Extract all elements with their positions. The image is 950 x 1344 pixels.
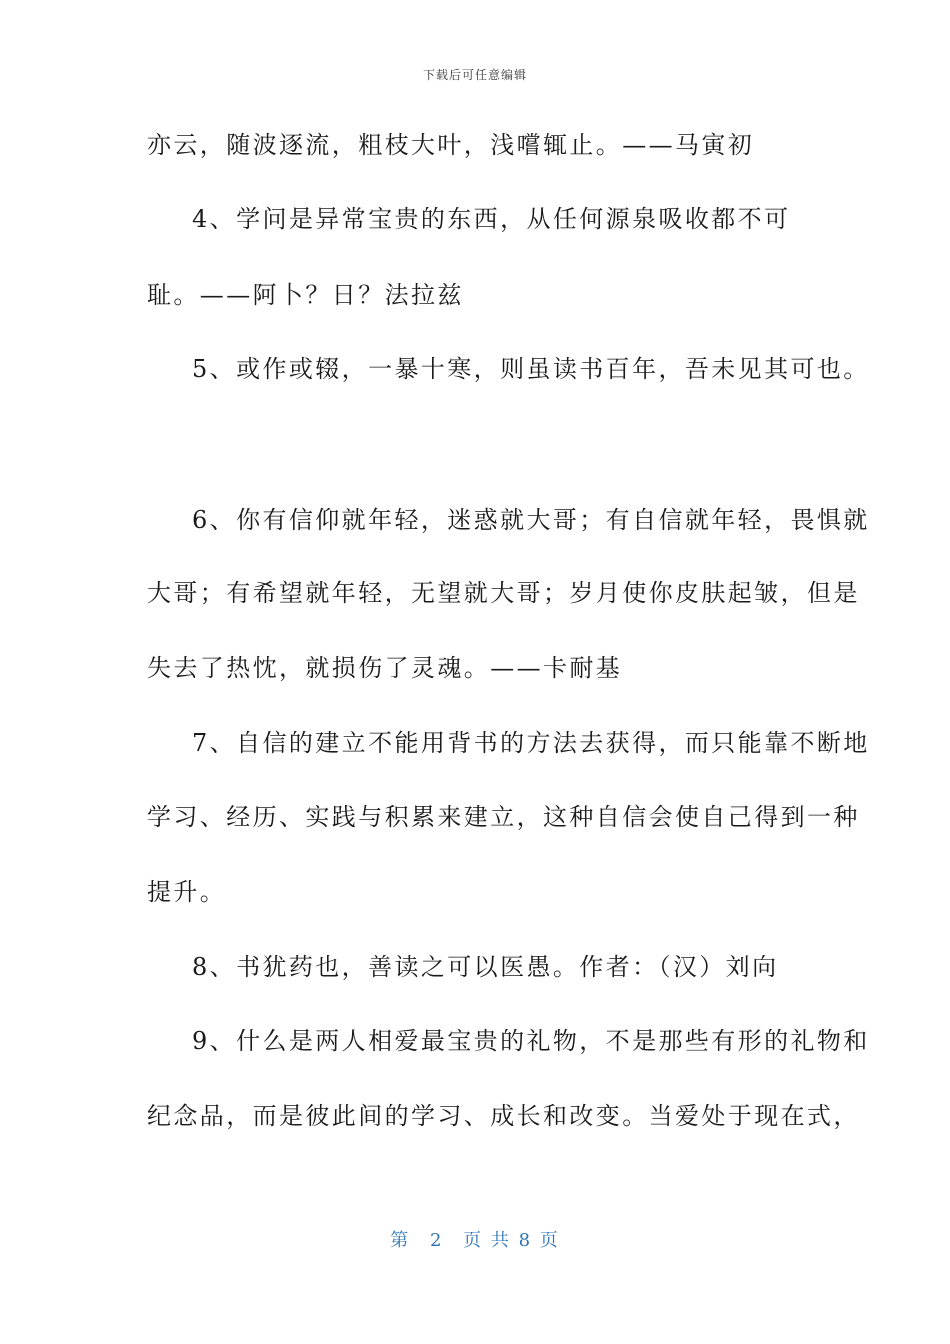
text-line-12: 9、什么是两人相爱最宝贵的礼物，不是那些有形的礼物和 [192, 1027, 870, 1055]
footer-prefix: 第 [390, 1230, 411, 1251]
text-line-8: 7、自信的建立不能用背书的方法去获得，而只能靠不断地 [192, 729, 870, 757]
footer-suffix: 页 [539, 1230, 560, 1251]
text-line-3: 耻。——阿卜？日？法拉兹 [147, 281, 464, 309]
footer-total-pages: 8 [518, 1230, 533, 1251]
header-note: 下载后可任意编辑 [422, 68, 527, 82]
text-line-1: 亦云，随波逐流，粗枝大叶，浅嚐辄止。——马寅初 [147, 131, 755, 159]
text-line-9: 学习、经历、实践与积累来建立，这种自信会使自己得到一种 [147, 803, 860, 831]
text-line-4: 5、或作或辍，一暴十寒，则虽读书百年，吾未见其可也。 [192, 355, 870, 383]
text-line-13: 纪念品，而是彼此间的学习、成长和改变。当爱处于现在式， [147, 1102, 860, 1130]
text-line-10: 提升。 [147, 878, 227, 906]
text-line-5: 6、你有信仰就年轻，迷惑就大哥；有自信就年轻，畏惧就 [192, 506, 870, 534]
text-line-11: 8、书犹药也，善读之可以医愚。作者：（汉）刘向 [192, 953, 779, 981]
page-footer [0, 1226, 950, 1252]
footer-middle: 页 共 [463, 1230, 511, 1251]
text-line-2: 4、学问是异常宝贵的东西，从任何源泉吸收都不可 [192, 205, 791, 233]
footer-page-number: 2 [429, 1230, 444, 1251]
text-line-6: 大哥；有希望就年轻，无望就大哥；岁月使你皮肤起皱，但是 [147, 579, 860, 607]
text-line-7: 失去了热忱，就损伤了灵魂。——卡耐基 [147, 654, 623, 682]
